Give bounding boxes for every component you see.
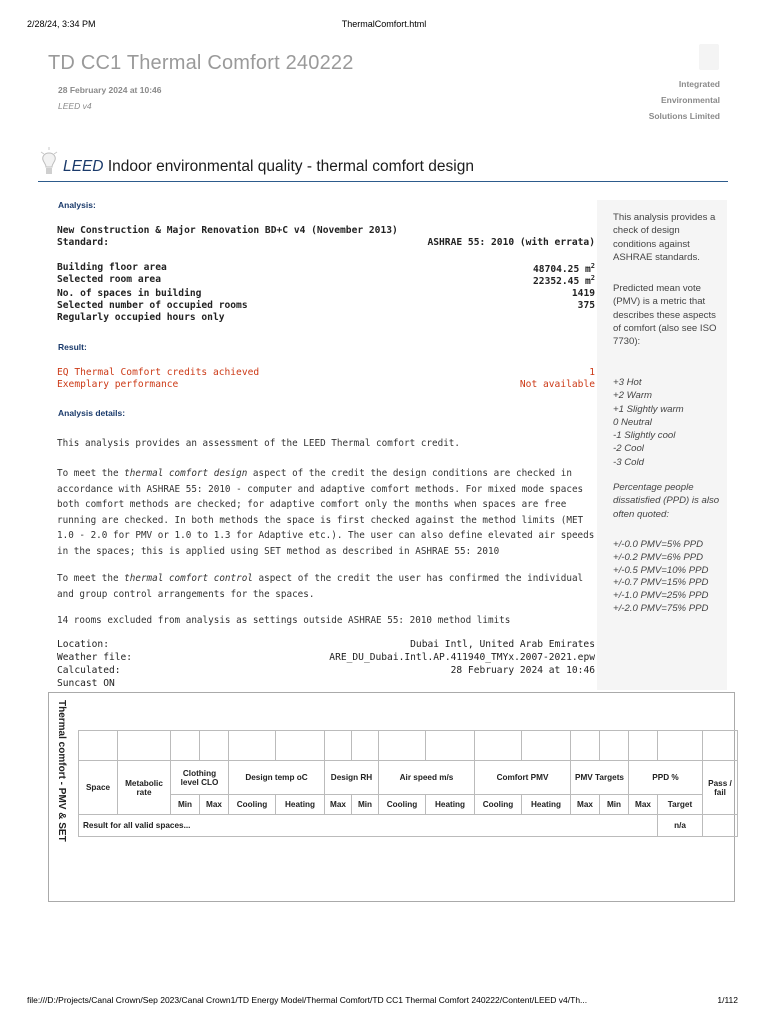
pmv-scale xyxy=(613,376,725,469)
sub-tgt-min: Min xyxy=(600,795,629,815)
sub-ppd-max: Max xyxy=(629,795,658,815)
stat-label: Regularly occupied hours only xyxy=(57,312,225,323)
sidebar-pmv-text: Predicted mean vote (PMV) is a metric that describes these aspects of comfort (also see ISO 7730): xyxy=(613,283,717,348)
info-label: Calculated: xyxy=(57,665,121,676)
pmv-scale-item: +3 Hot xyxy=(613,377,642,388)
col-pass-fail: Pass / fail xyxy=(703,761,738,815)
stat-row xyxy=(57,274,595,286)
col-air-speed: Air speed m/s xyxy=(379,761,475,795)
report-title: TD CC1 Thermal Comfort 240222 xyxy=(48,52,354,74)
table-spacer-row xyxy=(79,731,738,761)
pmv-scale-item: -1 Slightly cool xyxy=(613,430,676,442)
sidebar-ppd-text: Percentage people dissatisfied (PPD) is also often quoted: xyxy=(613,482,720,520)
col-metabolic: Metabolic rate xyxy=(118,761,171,815)
info-value: 28 February 2024 at 10:46 xyxy=(450,665,595,676)
col-ppd: PPD % xyxy=(629,761,703,795)
ppd-list-item: +/-2.0 PMV=75% PPD xyxy=(613,602,709,614)
ppd-list-item: +/-1.0 PMV=25% PPD xyxy=(613,590,709,602)
col-comfort-pmv: Comfort PMV xyxy=(475,761,571,795)
lightbulb-icon xyxy=(38,146,60,180)
stat-row xyxy=(57,312,595,324)
stat-label: No. of spaces in building xyxy=(57,288,202,299)
info-label: Suncast ON xyxy=(57,678,115,689)
sub-air-cooling: Cooling xyxy=(379,795,426,815)
info-row xyxy=(57,639,595,651)
program-text: New Construction & Major Renovation BD+C v4 (November 2013) xyxy=(57,225,398,236)
print-footer-path: file:///D:/Projects/Canal Crown/Sep 2023/Canal Crown1/TD Energy Model/Thermal Comfort/TD CC1 Thermal Comfort 240222/Content/LEED v4/Th... xyxy=(27,995,588,1005)
sub-temp-heating: Heating xyxy=(276,795,325,815)
ppd-list xyxy=(613,539,725,616)
section-title-prefix: LEED xyxy=(63,158,104,175)
analysis-heading: Analysis: xyxy=(58,200,96,210)
section-divider xyxy=(38,181,728,182)
details-paragraph: To meet the thermal comfort design aspect of the credit the design conditions are checked in accordance with ASHRAE 55: 2010 - computer and adaptive comfort methods. For mixed mode spaces both comfort methods are checked; for adaptive comfort only the months when spaces are free running are checked. In both methods the space is first checked against the method limits (MET 1.0 - 2.0 for PMV or 1.0 to 1.3 for Adaptive etc.). The user can also define elevated air speeds in the spaces; this is applied using SET method as described in ASHRAE 55: 2010 xyxy=(57,468,595,557)
stat-value: 22352.45 $m^2$ xyxy=(533,274,595,288)
col-design-rh: Design RH xyxy=(325,761,379,795)
table-row xyxy=(79,815,738,837)
company-line: Environmental xyxy=(660,95,720,105)
details-paragraph: To meet the thermal comfort control aspect of the credit the user has confirmed the individual and group control arrangements for the spaces. xyxy=(57,573,584,600)
info-row xyxy=(57,665,595,677)
section-title xyxy=(63,158,474,176)
info-value: Dubai Intl, United Arab Emirates xyxy=(410,639,595,650)
table-side-title: Thermal comfort - PMV & SET xyxy=(56,700,67,842)
pmv-scale-item: +2 Warm xyxy=(613,390,653,402)
col-clothing: Clothing level CLO xyxy=(171,761,229,795)
result-all-value: n/a xyxy=(658,815,703,837)
sub-ppd-target: Target xyxy=(658,795,703,815)
ppd-list-item: +/-0.2 PMV=6% PPD xyxy=(613,551,704,563)
sub-pmv-heating: Heating xyxy=(522,795,571,815)
result-heading: Result: xyxy=(58,342,87,352)
sub-pmv-cooling: Cooling xyxy=(475,795,522,815)
result-value: 1 xyxy=(589,367,595,378)
stat-value: 375 xyxy=(577,300,595,311)
sub-rh-max: Max xyxy=(325,795,352,815)
stat-label: Selected room area xyxy=(57,274,161,285)
result-label: EQ Thermal Comfort credits achieved xyxy=(57,367,260,378)
stat-label: Selected number of occupied rooms xyxy=(57,300,248,311)
company-line: Solutions Limited xyxy=(648,111,720,121)
stat-row xyxy=(57,262,595,274)
ppd-list-item: +/-0.0 PMV=5% PPD xyxy=(613,539,704,550)
sub-rh-min: Min xyxy=(352,795,379,815)
pmv-scale-item: +1 Slightly warm xyxy=(613,403,684,415)
sub-temp-cooling: Cooling xyxy=(229,795,276,815)
details-heading: Analysis details: xyxy=(58,408,126,418)
company-name xyxy=(649,76,720,124)
stat-value: 1419 xyxy=(571,288,595,299)
company-logo xyxy=(699,44,719,70)
sub-tgt-max: Max xyxy=(571,795,600,815)
col-design-temp: Design temp oC xyxy=(229,761,325,795)
stat-value: 48704.25 $m^2$ xyxy=(533,262,595,276)
table-subheader-row xyxy=(79,795,738,815)
sub-air-heating: Heating xyxy=(426,795,475,815)
stat-label: Building floor area xyxy=(57,262,167,273)
stat-row xyxy=(57,300,595,312)
report-date: 28 February 2024 at 10:46 xyxy=(58,85,162,95)
company-line: Integrated xyxy=(678,79,720,89)
print-filename: ThermalComfort.html xyxy=(341,19,427,29)
result-row xyxy=(57,379,595,391)
result-row xyxy=(57,367,595,379)
print-datetime: 2/28/24, 3:34 PM xyxy=(27,19,96,29)
result-all-spaces: Result for all valid spaces... xyxy=(79,815,658,837)
stat-row xyxy=(57,288,595,300)
sub-clo-min: Min xyxy=(171,795,200,815)
details-paragraph: 14 rooms excluded from analysis as settings outside ASHRAE 55: 2010 method limits xyxy=(57,615,511,626)
analysis-standard xyxy=(57,237,595,249)
ppd-list-item: +/-0.5 PMV=10% PPD xyxy=(613,564,709,576)
pmv-scale-item: -2 Cool xyxy=(613,443,644,455)
col-space: Space xyxy=(79,761,118,815)
report-version: LEED v4 xyxy=(58,101,92,111)
info-value: ARE_DU_Dubai.Intl.AP.411940_TMYx.2007-2021.epw xyxy=(329,652,595,663)
info-label: Location: xyxy=(57,639,109,650)
standard-value: ASHRAE 55: 2010 (with errata) xyxy=(427,237,595,248)
pmv-scale-item: 0 Neutral xyxy=(613,416,652,428)
result-all-empty xyxy=(703,815,738,837)
thermal-comfort-table xyxy=(78,730,738,837)
standard-label: Standard: xyxy=(57,237,109,248)
result-value: Not available xyxy=(519,379,595,390)
sub-clo-max: Max xyxy=(200,795,229,815)
details-paragraph: This analysis provides an assessment of the LEED Thermal comfort credit. xyxy=(57,438,460,449)
info-row xyxy=(57,678,595,690)
sidebar-intro: This analysis provides a check of design conditions against ASHRAE standards. xyxy=(613,212,716,263)
print-page-number: 1/112 xyxy=(717,995,738,1005)
result-label: Exemplary performance xyxy=(57,379,179,390)
table-header-row xyxy=(79,761,738,795)
info-label: Weather file: xyxy=(57,652,133,663)
pmv-scale-item: -3 Cold xyxy=(613,456,644,468)
col-pmv-targets: PMV Targets xyxy=(571,761,629,795)
section-title-text: Indoor environmental quality - thermal comfort design xyxy=(107,158,474,175)
analysis-program xyxy=(57,225,595,237)
info-row xyxy=(57,652,595,664)
ppd-list-item: +/-0.7 PMV=15% PPD xyxy=(613,577,709,589)
